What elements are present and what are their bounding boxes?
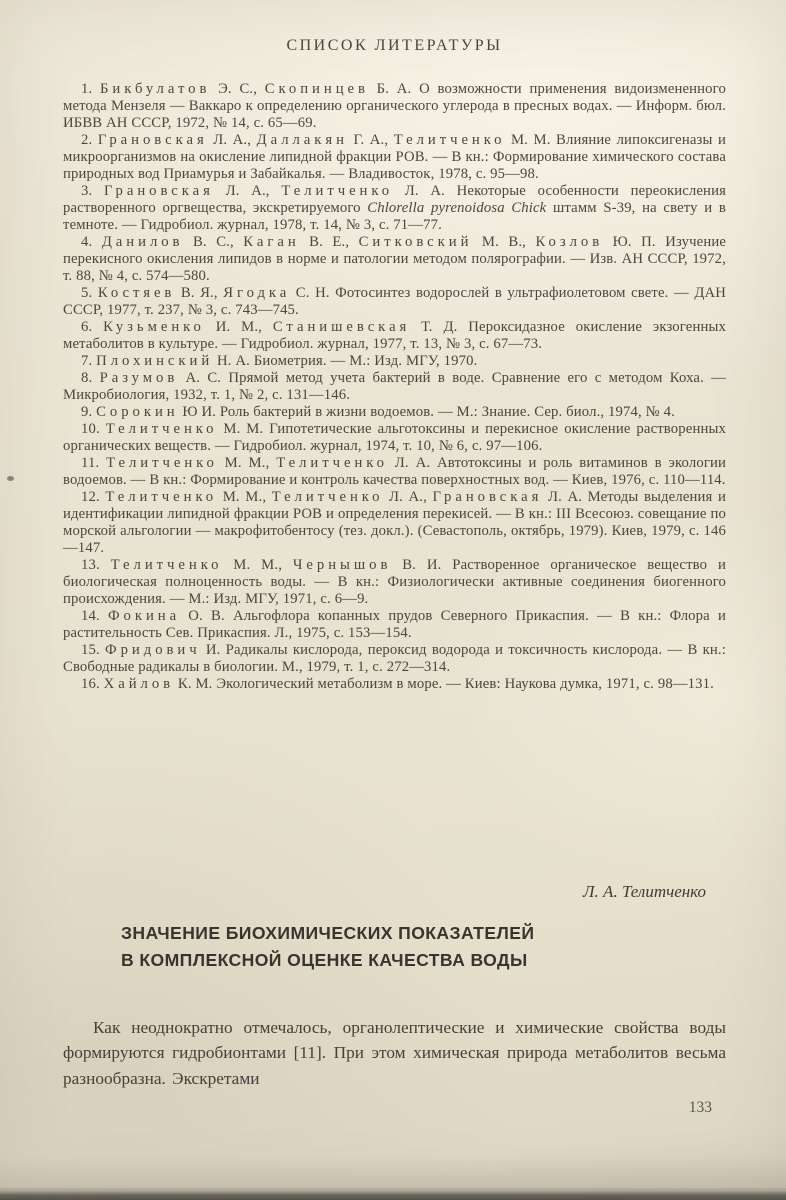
reference-number: 5. <box>81 285 98 301</box>
reference-author-name: Грановская <box>97 132 208 148</box>
reference-text: В. Е., <box>299 234 359 250</box>
reference-item <box>63 455 726 489</box>
reference-item <box>63 132 726 183</box>
reference-text: В. И. Растворенное органическое вещество и биологическая полноценность воды. — В кн.: Физиологически активные соединения биогенного происхождения. — М.: Изд. МГУ, 1971, с. 6—9. <box>63 557 726 607</box>
reference-text: М. М., <box>222 557 293 573</box>
reference-text: Л. А. Автотоксины и роль витаминов в экологии водоемов. — В кн.: Формирование и контроль качества поверхностных вод. — Киев, 1976, с. 110—114. <box>63 455 727 488</box>
reference-author-name: Костяев <box>97 285 176 301</box>
reference-text: М. В., <box>472 234 536 250</box>
reference-author-name: Телитченко <box>271 489 384 505</box>
reference-text: штамм S-39, на свету и в темноте. — Гидробиол. журнал, 1978, т. 14, № 3, с. 71—77. <box>63 200 726 233</box>
article-heading <box>63 920 726 973</box>
reference-author-name: Станишевская <box>272 319 411 335</box>
reference-author-name: Фридович <box>105 642 201 658</box>
reference-text: М. М., <box>217 489 272 505</box>
scan-bottom-edge <box>0 1187 786 1200</box>
reference-author-name: Телитченко <box>110 557 223 573</box>
reference-number: 15. <box>81 642 106 658</box>
article-author: Л. А. Телитченко <box>583 882 706 901</box>
reference-item <box>63 557 726 608</box>
reference-item <box>63 608 726 642</box>
reference-item <box>63 642 726 676</box>
reference-author-name: Чернышов <box>292 557 392 573</box>
reference-text: Л. А., <box>213 183 282 199</box>
reference-text: О. В. Альгофлора копанных прудов Северного Прикаспия. — В кн.: Флора и растительность Сев. Прикаспия. Л., 1975, с. 153—154. <box>63 608 727 641</box>
reference-author-name: Телитченко <box>105 421 218 437</box>
reference-author-name: Кузьменко <box>103 319 205 335</box>
reference-number: 13. <box>81 557 111 573</box>
reference-item <box>63 421 726 455</box>
reference-author-name: Козлов <box>535 234 604 250</box>
reference-item <box>63 183 726 234</box>
reference-number: 8. <box>81 370 100 386</box>
reference-text: Э. С., <box>210 81 265 97</box>
reference-author-name: Сорокин <box>96 404 179 420</box>
reference-text: Л. А. Некоторые особенности переокисления растворенного оргвещества, экскретируемого <box>63 183 726 216</box>
reference-text: М. М. Гипотетические альготоксины и перекисное окисление растворенных органических веществ. — Гидробиол. журнал, 1974, т. 10, № 6, с. 97—106. <box>63 421 726 454</box>
reference-list <box>63 81 726 826</box>
reference-author-name: Данилов <box>101 234 184 250</box>
reference-text: Ю И. Роль бактерий в жизни водоемов. — М.: Знание. Сер. биол., 1974, № 4. <box>178 404 675 420</box>
reference-item <box>63 234 726 285</box>
reference-author-name: Ягодка <box>223 285 291 301</box>
reference-author-name: Плохинский <box>96 353 214 369</box>
reference-item <box>63 676 726 693</box>
reference-text: В. Я., <box>175 285 224 301</box>
reference-author-name: Телитченко <box>106 455 218 471</box>
page-number: 133 <box>688 1099 712 1117</box>
reference-author-name: Фокина <box>107 608 181 624</box>
reference-text: Т. Д. Пероксидазное окисление экзогенных метаболитов в культуре. — Гидробиол. журнал, 1977, т. 13, № 3, с. 67—73. <box>63 319 726 352</box>
reference-text: Г. А., <box>347 132 394 148</box>
reference-text: Л. А. Методы выделения и идентификации липидной фракции РОВ и определения перекисей. — В кн.: III Всесоюз. совещание по морской альгологии — макрофитобентосу (тез. докл.). (Севастополь, октябрь, 1979). Киев, 1979, с. 146—147. <box>63 489 726 556</box>
reference-text: К. М. Экологический метаболизм в море. — Киев: Наукова думка, 1971, с. 98—131. <box>174 676 714 692</box>
reference-item <box>63 81 726 132</box>
scan-speck-artifact <box>7 476 14 481</box>
reference-text: И. М., <box>204 319 273 335</box>
reference-text: Л. А., <box>207 132 257 148</box>
reference-text: А. С. Прямой метод учета бактерий в воде. Сравнение его с методом Коха. — Микробиология, 1932, т. 1, № 2, с. 131—146. <box>63 370 726 403</box>
article-heading-line-1: ЗНАЧЕНИЕ БИОХИМИЧЕСКИХ ПОКАЗАТЕЛЕЙ <box>121 923 535 943</box>
reference-item <box>63 370 726 404</box>
page-text-column <box>63 0 726 1117</box>
reference-author-name: Бикбулатов <box>100 81 211 97</box>
reference-number: 4. <box>81 234 102 250</box>
reference-number: 1. <box>81 81 101 97</box>
reference-text: С. Н. Фотосинтез водорослей в ультрафиолетовом свете. — ДАН СССР, 1977, т. 237, № 3, с. 743—745. <box>63 285 727 318</box>
reference-item <box>63 353 726 370</box>
reference-text: Ю. П. Изучение перекисного окисления липидов в норме и патологии методом полярографии. — Изв. АН СССР, 1972, т. 88, № 4, с. 574—580. <box>63 234 727 284</box>
reference-author-name: Каган <box>243 234 300 250</box>
bibliography-title: СПИСОК ЛИТЕРАТУРЫ <box>286 37 503 54</box>
reference-item <box>63 319 726 353</box>
reference-author-name: Грановская <box>432 489 543 505</box>
article-body-paragraph: Как неоднократно отмечалось, органолептические и химические свойства воды формируются гидробионтами [11]. При этом химическая природа метаболитов весьма разнообразна. Экскретами <box>63 1018 726 1088</box>
reference-author-name: Даллакян <box>256 132 348 148</box>
reference-item <box>63 404 726 421</box>
reference-item <box>63 489 726 557</box>
reference-number: 16. <box>81 676 104 692</box>
reference-text: М. М. Влияние липоксигеназы и микроорганизмов на окисление липидной фракции РОВ. — В кн.: Формирование химического состава природных вод Приамурья и Забайкалья. — Владивосток, 1978, с. 95—98. <box>63 132 726 182</box>
reference-text: И. Радикалы кислорода, пероксид водорода и токсичность кислорода. — В кн.: Свободные радикалы в биологии. М., 1979, т. 1, с. 272—314. <box>63 642 726 675</box>
scan-bottom-shadow <box>0 1156 786 1190</box>
reference-number: 9. <box>81 404 97 420</box>
reference-author-name: Телитченко <box>276 455 388 471</box>
reference-text: М. М., <box>217 455 277 471</box>
reference-author-name: Ситковский <box>358 234 473 250</box>
reference-number: 14. <box>81 608 108 624</box>
reference-author-name: Грановская <box>104 183 214 199</box>
reference-number: 2. <box>81 132 98 148</box>
reference-author-name: Разумов <box>99 370 179 386</box>
reference-number: 12. <box>81 489 106 505</box>
reference-text: Chlorella pyrenoidosa Chick <box>367 200 547 216</box>
reference-item <box>63 285 726 319</box>
reference-number: 7. <box>81 353 97 369</box>
reference-number: 3. <box>81 183 105 199</box>
reference-number: 10. <box>81 421 106 437</box>
reference-author-name: Скопинцев <box>264 81 369 97</box>
article-heading-line-2: В КОМПЛЕКСНОЙ ОЦЕНКЕ КАЧЕСТВА ВОДЫ <box>121 949 528 970</box>
reference-number: 6. <box>81 319 104 335</box>
reference-text: В. С., <box>183 234 244 250</box>
reference-author-name: Телитченко <box>281 183 394 199</box>
reference-author-name: Телитченко <box>393 132 506 148</box>
reference-text: Л. А., <box>383 489 433 505</box>
reference-author-name: Телитченко <box>105 489 218 505</box>
reference-number: 11. <box>81 455 107 471</box>
reference-text: Б. А. О возможности применения видоизмененного метода Мензеля — Ваккаро к определению органического углерода в пресных водах. — Информ. бюл. ИБВВ АН СССР, 1972, № 14, с. 65—69. <box>63 81 726 131</box>
reference-author-name: Хайлов <box>103 676 175 692</box>
reference-text: Н. А. Биометрия. — М.: Изд. МГУ, 1970. <box>213 353 478 369</box>
